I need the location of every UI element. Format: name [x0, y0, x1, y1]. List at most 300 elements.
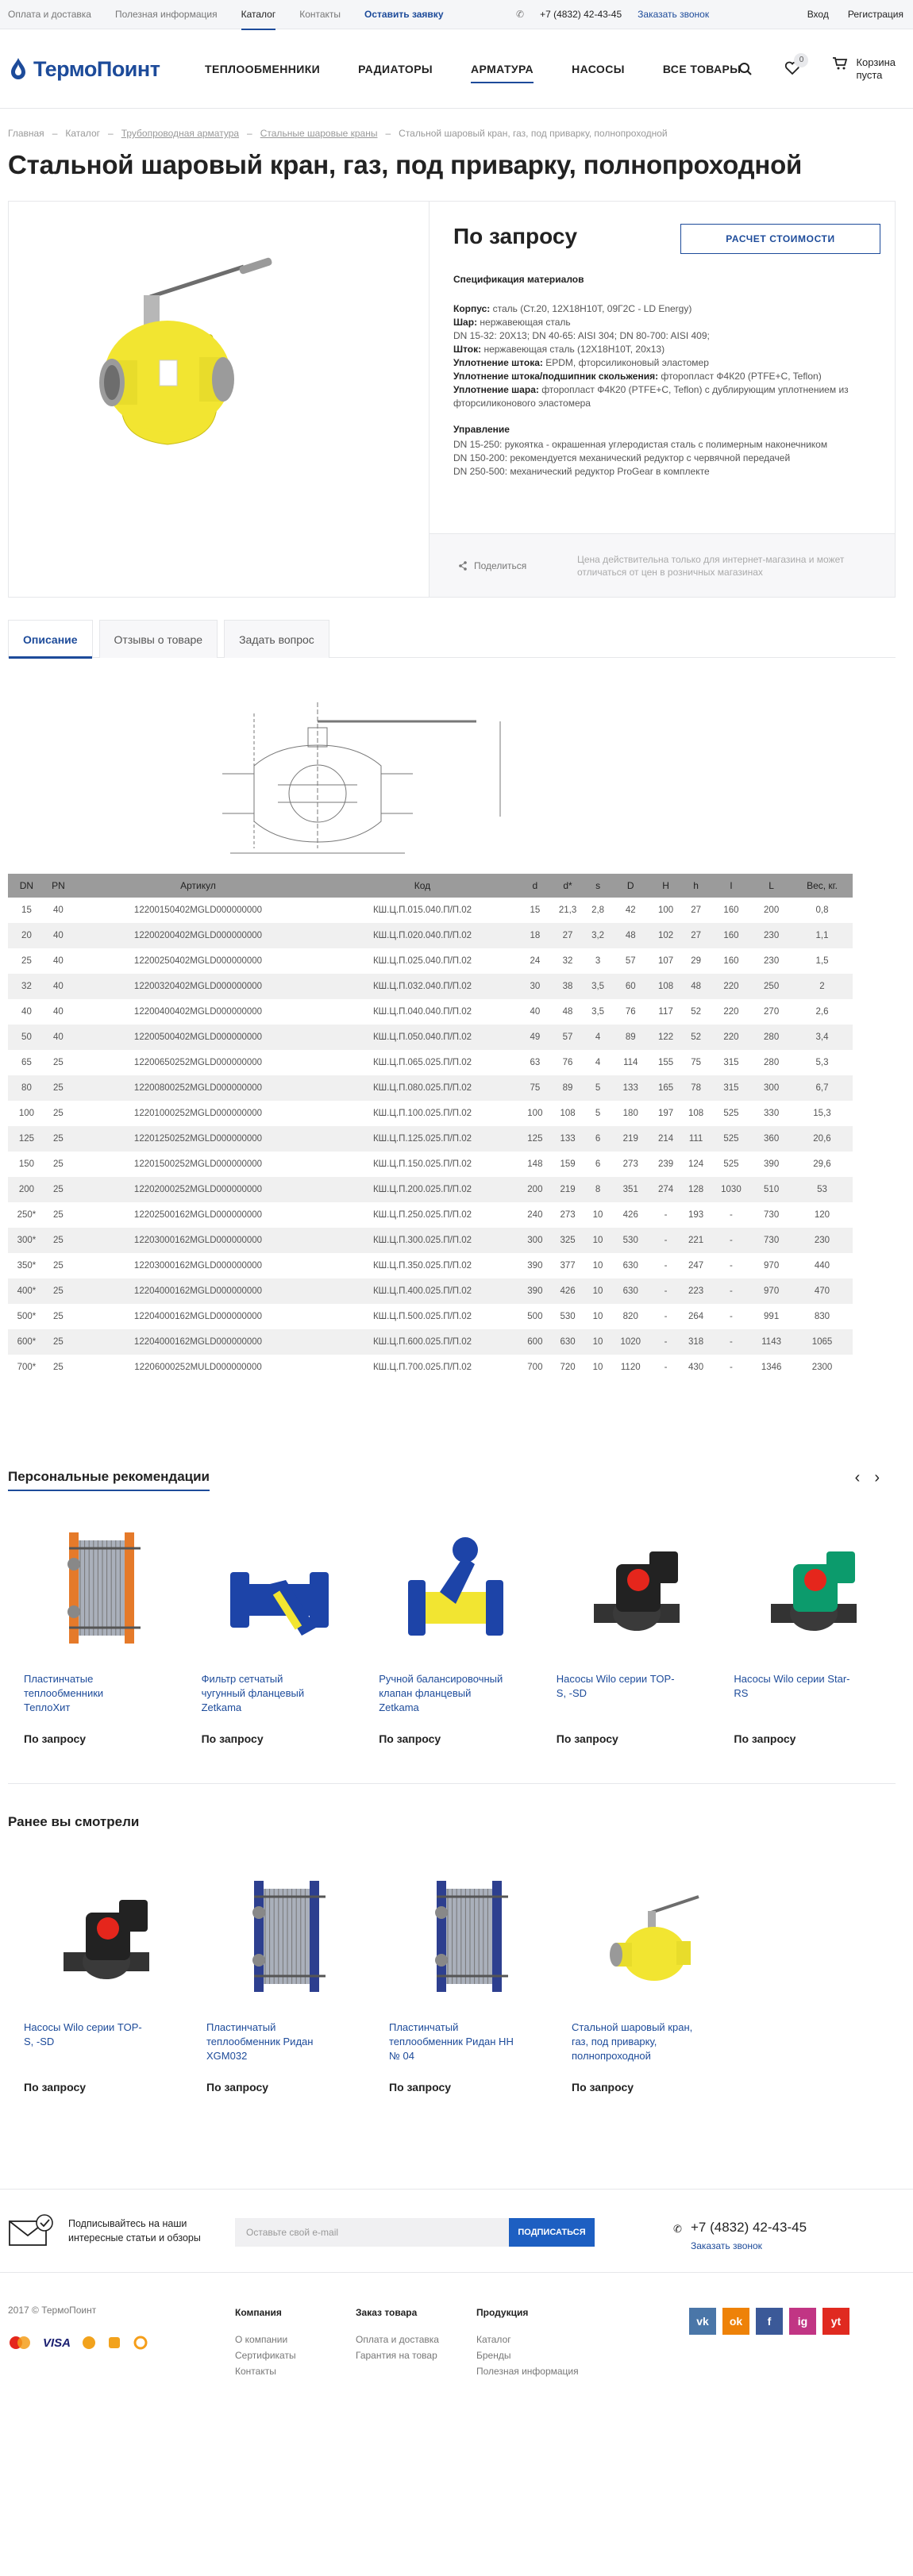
- cart-button[interactable]: [832, 56, 896, 82]
- spec-heading: Спецификация материалов: [453, 274, 584, 285]
- footer-col-products: [476, 2305, 579, 2379]
- table-cell: 220: [711, 974, 752, 999]
- table-cell: 27: [681, 923, 711, 948]
- control-list: [453, 438, 882, 479]
- product-name-link[interactable]: Пластинчатый теплообменник Ридан НН № 04: [389, 2021, 514, 2062]
- breadcrumb-catalog[interactable]: Каталог: [65, 128, 100, 139]
- table-cell: 40: [530, 1007, 541, 1017]
- table-cell: 530: [560, 1312, 576, 1321]
- product-name-link[interactable]: Пластинчатый теплообменник Ридан XGM032: [206, 2021, 314, 2062]
- table-cell: 108: [560, 1109, 576, 1118]
- spec-key: Уплотнение штока:: [453, 357, 543, 368]
- table-cell: 223: [681, 1278, 711, 1304]
- product-card-item[interactable]: [363, 1517, 541, 1745]
- table-cell: 5,3: [815, 1058, 829, 1067]
- table-cell: КШ.Ц.П.150.025.П/П.02: [372, 1159, 472, 1169]
- table-cell: 197: [658, 1109, 674, 1118]
- table-cell: 525: [711, 1126, 752, 1152]
- spec-value: сталь (Ст.20, 12Х18Н10Т, 09Г2С - LD Energy): [490, 303, 692, 314]
- product-name-link[interactable]: Фильтр сетчатый чугунный фланцевый Zetkama: [201, 1673, 305, 1713]
- table-cell: 40: [21, 1007, 32, 1017]
- table-cell: 318: [681, 1329, 711, 1355]
- product-price: По запросу: [24, 1732, 87, 1745]
- facebook-icon[interactable]: f: [756, 2308, 783, 2335]
- product-card-item[interactable]: [556, 1865, 738, 2093]
- footer-link-delivery[interactable]: Оплата и доставка: [356, 2334, 439, 2345]
- control-heading: Управление: [453, 424, 510, 435]
- table-cell: 426: [622, 1210, 638, 1220]
- table-cell: 18: [520, 923, 550, 948]
- top-callback-link[interactable]: Заказать звонок: [638, 9, 710, 20]
- mail-check-icon: [8, 2213, 54, 2248]
- table-cell: 5: [595, 1109, 601, 1118]
- table-cell: 400*: [8, 1278, 45, 1304]
- product-price: По запросу: [24, 2081, 87, 2093]
- spec-row: [453, 383, 882, 410]
- table-cell: 4: [585, 1025, 611, 1050]
- table-cell: 270: [764, 1007, 780, 1017]
- table-cell: 100: [527, 1109, 543, 1118]
- table-cell: 820: [622, 1312, 638, 1321]
- table-row: [8, 1253, 853, 1278]
- top-link-request[interactable]: Оставить заявку: [364, 9, 444, 20]
- footer-link-brands[interactable]: Бренды: [476, 2350, 511, 2361]
- viewed-title: Ранее вы смотрели: [8, 1814, 140, 1829]
- product-card-item[interactable]: [191, 1865, 373, 2093]
- table-cell: -: [730, 1210, 733, 1220]
- balancing-valve-icon: [392, 1517, 527, 1659]
- table-cell: 720: [560, 1363, 576, 1372]
- table-cell: 12201250252MGLD000000000: [71, 1126, 325, 1152]
- table-cell: 108: [688, 1109, 704, 1118]
- top-links: [8, 9, 444, 20]
- table-cell: 991: [764, 1312, 780, 1321]
- webmoney-icon: [82, 2336, 96, 2350]
- table-cell: 390: [764, 1159, 780, 1169]
- table-cell: 200: [764, 905, 780, 915]
- spec-value: фторопласт Ф4К20 (PTFE+C, Teflon): [658, 371, 822, 382]
- footer-callback-link[interactable]: Заказать звонок: [691, 2240, 762, 2251]
- top-link-contacts[interactable]: Контакты: [299, 9, 341, 20]
- table-cell: 102: [651, 923, 681, 948]
- table-cell: 25: [53, 1261, 64, 1271]
- table-cell: КШ.Ц.П.065.025.П/П.02: [372, 1058, 472, 1067]
- table-cell: КШ.Ц.П.250.025.П/П.02: [372, 1210, 472, 1220]
- table-cell: 525: [723, 1159, 739, 1169]
- table-cell: 970: [764, 1261, 780, 1271]
- column-header: H: [651, 874, 681, 898]
- nav-all-products[interactable]: ВСЕ ТОВАРЫ: [662, 63, 742, 75]
- table-cell: -: [711, 1329, 752, 1355]
- table-cell: 24: [530, 956, 541, 966]
- product-name-link[interactable]: Пластинчатые теплообменники ТеплоХит: [24, 1673, 104, 1713]
- table-row: [8, 1329, 853, 1355]
- product-price: По запросу: [556, 1732, 618, 1745]
- calculate-price-button[interactable]: РАСЧЕТ СТОИМОСТИ: [680, 224, 880, 254]
- table-cell: 25: [45, 1228, 71, 1253]
- product-price: По запросу: [206, 2081, 269, 2093]
- nav-fittings[interactable]: АРМАТУРА: [471, 63, 534, 75]
- ok-icon[interactable]: ok: [722, 2308, 749, 2335]
- qiwi-icon: [133, 2335, 148, 2351]
- table-cell: 20,6: [792, 1126, 853, 1152]
- valve-drawing-icon: [8, 698, 911, 856]
- search-icon[interactable]: [738, 62, 753, 76]
- product-card-item[interactable]: [373, 1865, 556, 2093]
- logo[interactable]: [8, 57, 198, 82]
- table-cell: 630: [550, 1329, 585, 1355]
- breadcrumb-current: Стальной шаровый кран, газ, под приварку, полнопроходной: [399, 128, 668, 139]
- viewed-section: [8, 1814, 896, 2093]
- table-row: [8, 1152, 853, 1177]
- footer-link-catalog[interactable]: Каталог: [476, 2334, 511, 2345]
- column-header: d: [520, 874, 550, 898]
- table-cell: 440: [814, 1261, 830, 1271]
- price-note: Цена действительна только для интернет-магазина и может отличаться от цен в розничных магазинах: [577, 553, 845, 578]
- top-phone[interactable]: +7 (4832) 42-43-45: [540, 9, 622, 20]
- table-cell: 239: [658, 1159, 674, 1169]
- table-body: [8, 898, 853, 1380]
- table-cell: 1120: [620, 1363, 641, 1372]
- share-button[interactable]: [458, 560, 577, 571]
- table-cell: 89: [550, 1075, 585, 1101]
- spec-row: [453, 316, 882, 329]
- product-thumbnail[interactable]: [389, 1865, 556, 2008]
- table-cell: 117: [658, 1007, 673, 1017]
- table-cell: 360: [751, 1126, 792, 1152]
- phone-icon: ✆: [673, 2223, 682, 2235]
- footer-col-title: Продукция: [476, 2307, 529, 2318]
- table-cell: 219: [611, 1126, 651, 1152]
- auth-links: [807, 9, 903, 20]
- spec-value: EPDM, фторсиликоновый эластомер: [542, 357, 709, 368]
- product-thumbnail[interactable]: [206, 1865, 373, 2008]
- table-cell: -: [651, 1278, 681, 1304]
- table-cell: 830: [814, 1312, 830, 1321]
- table-cell: -: [664, 1261, 668, 1271]
- table-cell: 220: [723, 1007, 739, 1017]
- table-cell: 10: [592, 1312, 603, 1321]
- table-cell: 274: [651, 1177, 681, 1202]
- table-cell: 200: [8, 1177, 45, 1202]
- table-row: [8, 1228, 853, 1253]
- table-cell: 12200500402MGLD000000000: [71, 1025, 325, 1050]
- nav-heat-exchangers[interactable]: ТЕПЛООБМЕННИКИ: [205, 63, 321, 75]
- table-cell: 107: [658, 956, 674, 966]
- breadcrumb-pipeline-fittings[interactable]: Трубопроводная арматура: [121, 128, 240, 139]
- table-cell: КШ.Ц.П.050.040.П/П.02: [325, 1025, 520, 1050]
- product-thumbnail[interactable]: [24, 1517, 186, 1659]
- table-cell: -: [730, 1312, 733, 1321]
- table-cell: КШ.Ц.П.025.040.П/П.02: [372, 956, 472, 966]
- table-cell: 273: [622, 1159, 638, 1169]
- table-cell: 27: [691, 905, 701, 915]
- spec-row: [453, 356, 882, 370]
- table-cell: 133: [550, 1126, 585, 1152]
- table-cell: 12206000252MULD000000000: [134, 1363, 262, 1372]
- column-header: L: [751, 874, 792, 898]
- control-row: DN 15-250: рукоятка - окрашенная углеродистая сталь с полимерным наконечником: [453, 439, 828, 450]
- login-link[interactable]: Вход: [807, 9, 829, 20]
- table-cell: 49: [520, 1025, 550, 1050]
- product-thumbnail[interactable]: [557, 1517, 718, 1659]
- table-cell: 8: [585, 1177, 611, 1202]
- table-cell: 15: [530, 905, 541, 915]
- table-cell: 250*: [17, 1210, 37, 1220]
- table-cell: 2,8: [591, 905, 605, 915]
- footer-link-about[interactable]: О компании: [235, 2334, 288, 2345]
- table-cell: 27: [550, 923, 585, 948]
- yandex-money-icon: [107, 2336, 121, 2350]
- subscribe-button[interactable]: ПОДПИСАТЬСЯ: [509, 2218, 595, 2247]
- table-cell: 25: [45, 1075, 71, 1101]
- table-cell: 114: [623, 1058, 638, 1067]
- table-row: [8, 923, 853, 948]
- product-thumbnail[interactable]: [24, 1865, 191, 2008]
- table-cell: 25: [21, 956, 32, 966]
- table-cell: 12203000162MGLD000000000: [71, 1228, 325, 1253]
- spec-value: DN 15-32: 20Х13; DN 40-65: AISI 304; DN 80-700: AISI 409;: [453, 330, 710, 341]
- table-cell: 122: [651, 1025, 681, 1050]
- spec-list: [453, 302, 882, 410]
- prev-arrow-icon[interactable]: ‹: [854, 1469, 861, 1486]
- column-header: PN: [45, 874, 71, 898]
- table-cell: 12204000162MGLD000000000: [133, 1312, 263, 1321]
- table-cell: 2300: [811, 1363, 833, 1372]
- product-price: По запросу: [379, 1732, 441, 1745]
- viewed-list: [8, 1865, 896, 2093]
- table-cell: 100: [18, 1109, 35, 1118]
- table-cell: 155: [658, 1058, 674, 1067]
- product-name-link[interactable]: Ручной балансировочный клапан фланцевый Zetkama: [379, 1673, 503, 1713]
- table-cell: 300: [520, 1228, 550, 1253]
- table-cell: 221: [681, 1228, 711, 1253]
- ball-valve-yellow-icon: [587, 1865, 722, 2008]
- table-cell: 48: [611, 923, 651, 948]
- vk-icon[interactable]: vk: [689, 2308, 716, 2335]
- table-cell: 25: [53, 1210, 64, 1220]
- table-cell: -: [664, 1363, 668, 1372]
- table-row: [8, 1075, 853, 1101]
- table-cell: 1020: [611, 1329, 651, 1355]
- column-header: d*: [550, 874, 585, 898]
- table-cell: 10: [592, 1363, 603, 1372]
- spec-value: фторопласт Ф4К20 (PTFE+C, Teflon) с дублирующим уплотнением из фторсиликонового эластомера: [453, 384, 849, 409]
- recommendations-list: [8, 1517, 896, 1745]
- top-link-delivery[interactable]: Оплата и доставка: [8, 9, 91, 20]
- table-cell: -: [711, 1278, 752, 1304]
- top-link-catalog[interactable]: Каталог: [241, 9, 276, 20]
- breadcrumb-ball-valves[interactable]: Стальные шаровые краны: [260, 128, 378, 139]
- table-cell: 500: [527, 1312, 543, 1321]
- table-cell: 2: [792, 974, 853, 999]
- table-cell: 6: [585, 1126, 611, 1152]
- table-cell: 75: [520, 1075, 550, 1101]
- table-cell: 1030: [711, 1177, 752, 1202]
- product-footer: [430, 533, 895, 597]
- favorites-count: 0: [794, 53, 808, 67]
- product-name-link[interactable]: Насосы Wilo серии Star-RS: [734, 1673, 850, 1699]
- column-header: DN: [8, 874, 45, 898]
- spec-value: нержавеющая сталь (12Х18Н10Т, 20х13): [481, 344, 665, 355]
- register-link[interactable]: Регистрация: [847, 9, 903, 20]
- nav-radiators[interactable]: РАДИАТОРЫ: [358, 63, 433, 75]
- table-cell: КШ.Ц.П.015.040.П/П.02: [372, 905, 472, 915]
- recommendations-section: [8, 1469, 896, 1745]
- table-cell: -: [664, 1210, 668, 1220]
- breadcrumb-home[interactable]: Главная: [8, 128, 44, 139]
- table-cell: 80: [8, 1075, 45, 1101]
- table-cell: 3,5: [585, 974, 611, 999]
- spec-key: Шток:: [453, 344, 482, 355]
- footer: [0, 2273, 913, 2392]
- tab-description[interactable]: Описание: [8, 620, 93, 658]
- table-cell: 15,3: [813, 1109, 831, 1118]
- next-arrow-icon[interactable]: ›: [874, 1469, 880, 1486]
- phone-icon: ✆: [516, 9, 525, 20]
- table-cell: 730: [764, 1210, 780, 1220]
- table-cell: 15: [21, 905, 32, 915]
- product-name-link[interactable]: Насосы Wilo серии TOP-S, -SD: [24, 2021, 142, 2047]
- plate-heat-exchanger-orange-icon: [37, 1517, 172, 1659]
- email-input[interactable]: Оставьте свой e-mail: [235, 2218, 509, 2247]
- table-row: [8, 1101, 853, 1126]
- table-cell: 125: [520, 1126, 550, 1152]
- product-card-item[interactable]: [541, 1517, 718, 1745]
- table-row: [8, 898, 853, 923]
- slider-arrows: [855, 1469, 880, 1487]
- footer-link-info[interactable]: Полезная информация: [476, 2366, 579, 2377]
- spec-key: Уплотнение штока/подшипник скольжения:: [453, 371, 659, 382]
- table-cell: 89: [611, 1025, 651, 1050]
- table-cell: 325: [550, 1228, 585, 1253]
- cart-label: Корзина: [856, 56, 896, 68]
- table-cell: 125: [8, 1126, 45, 1152]
- table-header: [8, 874, 853, 898]
- table-cell: 280: [751, 1025, 792, 1050]
- product-thumbnail[interactable]: [734, 1517, 896, 1659]
- instagram-icon[interactable]: ig: [789, 2308, 816, 2335]
- product-card-item[interactable]: [186, 1517, 364, 1745]
- table-cell: 12200150402MGLD000000000: [133, 905, 263, 915]
- header-icons: [738, 56, 896, 82]
- table-row: [8, 1304, 853, 1329]
- table-cell: 220: [711, 1025, 752, 1050]
- table-cell: 530: [611, 1228, 651, 1253]
- product-price: По запросу: [201, 1732, 264, 1745]
- column-header: s: [585, 874, 611, 898]
- table-cell: 5: [585, 1075, 611, 1101]
- table-cell: 377: [560, 1261, 576, 1271]
- table-cell: 40: [45, 974, 71, 999]
- product-thumbnail[interactable]: [379, 1517, 541, 1659]
- table-cell: 600: [520, 1329, 550, 1355]
- table-cell: 315: [711, 1075, 752, 1101]
- table-cell: 12202000252MGLD000000000: [71, 1177, 325, 1202]
- table-cell: 42: [625, 905, 636, 915]
- table-cell: 351: [611, 1177, 651, 1202]
- table-cell: 10: [592, 1261, 603, 1271]
- product-name-link[interactable]: Насосы Wilo серии TOP-S, -SD: [556, 1673, 675, 1699]
- table-cell: 273: [560, 1210, 576, 1220]
- table-cell: 3: [595, 956, 601, 966]
- product-image[interactable]: [9, 202, 430, 597]
- column-header: h: [681, 874, 711, 898]
- table-cell: 25: [45, 1278, 71, 1304]
- table-row: [8, 1278, 853, 1304]
- cart-icon: [832, 56, 848, 71]
- table-cell: 25: [45, 1329, 71, 1355]
- table-cell: 430: [688, 1363, 704, 1372]
- footer-link-warranty[interactable]: Гарантия на товар: [356, 2350, 437, 2361]
- table-cell: 330: [764, 1109, 780, 1118]
- table-cell: 6: [595, 1159, 601, 1169]
- table-cell: -: [651, 1228, 681, 1253]
- subscribe-block: [0, 2189, 913, 2273]
- table-cell: 390: [520, 1278, 550, 1304]
- table-cell: 53: [792, 1177, 853, 1202]
- table-cell: 40: [53, 956, 64, 966]
- spec-value: нержавеющая сталь: [477, 317, 571, 328]
- tab-question[interactable]: Задать вопрос: [224, 620, 329, 658]
- material-spec: [453, 273, 882, 479]
- table-cell: 150: [18, 1159, 35, 1169]
- footer-phone[interactable]: +7 (4832) 42-43-45: [691, 2220, 807, 2235]
- spec-key: Уплотнение шара:: [453, 384, 539, 395]
- table-cell: КШ.Ц.П.500.025.П/П.02: [372, 1312, 472, 1321]
- share-label: Поделиться: [474, 559, 527, 571]
- nav-pumps[interactable]: НАСОСЫ: [572, 63, 625, 75]
- tab-reviews[interactable]: Отзывы о товаре: [99, 620, 218, 658]
- control-row: DN 250-500: механический редуктор ProGear в комплекте: [453, 466, 710, 477]
- table-cell: 264: [688, 1312, 704, 1321]
- table-cell: КШ.Ц.П.080.025.П/П.02: [325, 1075, 520, 1101]
- top-phone-block: [516, 9, 709, 20]
- product-card-item[interactable]: [8, 1865, 191, 2093]
- product-price: По запросу: [453, 224, 578, 248]
- table-cell: 280: [764, 1058, 780, 1067]
- table-cell: КШ.Ц.П.400.025.П/П.02: [325, 1278, 520, 1304]
- product-thumbnail[interactable]: [202, 1517, 364, 1659]
- table-cell: 38: [550, 974, 585, 999]
- product-card-item[interactable]: [718, 1517, 896, 1745]
- product-card-item[interactable]: [8, 1517, 186, 1745]
- main-nav: [205, 63, 741, 75]
- table-cell: 148: [527, 1159, 543, 1169]
- table-cell: 10: [585, 1228, 611, 1253]
- favorites-button[interactable]: [784, 55, 804, 78]
- table-cell: 32: [8, 974, 45, 999]
- table-cell: 25: [53, 1109, 64, 1118]
- table-cell: 12204000162MGLD000000000: [71, 1278, 325, 1304]
- table-cell: КШ.Ц.П.125.025.П/П.02: [325, 1126, 520, 1152]
- table-cell: 25: [53, 1159, 64, 1169]
- table-cell: 120: [814, 1210, 830, 1220]
- product-name-link[interactable]: Стальной шаровый кран, газ, под приварку, полнопроходной: [572, 2021, 693, 2062]
- top-link-info[interactable]: Полезная информация: [114, 9, 218, 20]
- table-cell: 426: [550, 1278, 585, 1304]
- footer-link-contacts[interactable]: Контакты: [235, 2366, 276, 2377]
- table-cell: 165: [651, 1075, 681, 1101]
- table-row: [8, 974, 853, 999]
- pump-dark-icon: [570, 1517, 705, 1659]
- product-thumbnail[interactable]: [572, 1865, 738, 2008]
- footer-link-certificates[interactable]: Сертификаты: [235, 2350, 296, 2361]
- youtube-icon[interactable]: yt: [822, 2308, 849, 2335]
- table-row: [8, 1202, 853, 1228]
- table-cell: 10: [592, 1210, 603, 1220]
- table-cell: 12204000162MGLD000000000: [71, 1329, 325, 1355]
